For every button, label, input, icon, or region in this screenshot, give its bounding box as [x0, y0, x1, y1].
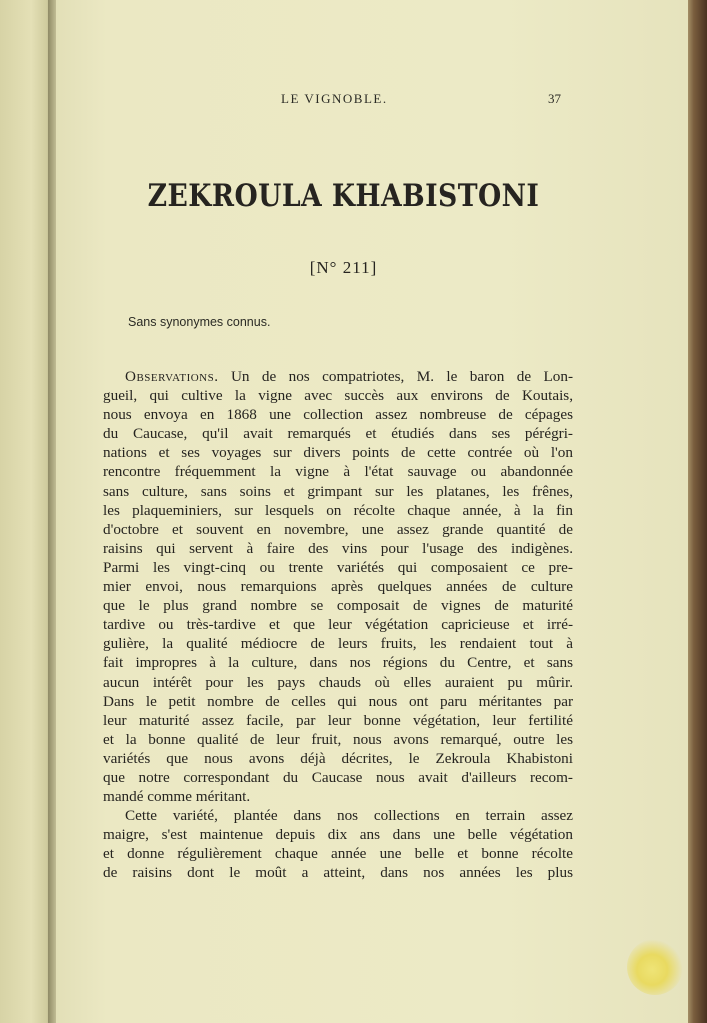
variety-number: [N° 211]: [309, 258, 378, 277]
text-line: du Caucase, qu'il avait remarqués et étudiés dans ses pérégri-: [103, 425, 573, 443]
body-text: [103, 367, 573, 883]
text-line: aucun intérêt pour les pays chauds où elles auraient pu mûrir.: [103, 673, 573, 691]
running-head: LE VIGNOBLE.: [281, 91, 388, 106]
text-line: sans culture, sans soins et grimpant sur les platanes, les frênes,: [103, 482, 573, 500]
text-line: leur maturité assez facile, par leur bonne végétation, leur fertilité: [103, 711, 573, 729]
book-cover-edge: [685, 0, 707, 1023]
text-line: et donne régulièrement chaque année une belle et bonne récolte: [103, 845, 573, 863]
text-line: gulière, la qualité médiocre de leurs fruits, les rendaient tout à: [103, 635, 573, 653]
observations-lead: Observations.: [125, 368, 219, 385]
text-line: gueil, qui cultive la vigne avec succès aux environs de Koutais,: [103, 387, 573, 405]
page-title: ZEKROULA KHABISTONI: [147, 178, 540, 214]
page-number: 37: [548, 91, 561, 106]
text-line: de raisins dont le moût a atteint, dans nos années les plus: [103, 864, 573, 882]
left-page-edge: [0, 0, 52, 1023]
text-line: rencontre fréquemment la vigne à l'état sauvage ou abandonnée: [103, 463, 573, 481]
text-line: les plaqueminiers, sur lesquels on récolte chaque année, à la fin: [103, 501, 573, 519]
text-line: nations et ses voyages sur divers points de cette contrée où l'on: [103, 444, 573, 462]
text-line: mandé comme méritant.: [103, 788, 251, 806]
text-line: fait impropres à la culture, dans nos régions du Centre, et sans: [103, 654, 573, 672]
text-line: nous envoya en 1868 une collection assez nombreuse de cépages: [103, 406, 573, 424]
text-line: variétés que nous avons déjà décrites, le Zekroula Khabistoni: [103, 749, 573, 767]
text-line: Dans le petit nombre de celles qui nous ont paru méritantes par: [103, 692, 573, 710]
text-line: mier envoi, nous remarquions après quelques années de culture: [103, 578, 573, 596]
synonyms-note: Sans synonymes connus.: [128, 315, 271, 329]
text-line: d'octobre et souvent en novembre, une assez grande quantité de: [103, 520, 573, 538]
book-page: [56, 0, 688, 1023]
text-line: que notre correspondant du Caucase nous avait d'ailleurs recom-: [103, 768, 573, 786]
text-line: raisins qui servent à faire des vins pour l'usage des indigènes.: [103, 539, 573, 557]
text-line: que le plus grand nombre se composait de vignes de maturité: [103, 597, 573, 615]
text-line: Cette variété, plantée dans nos collections en terrain assez: [125, 807, 573, 825]
text-line: tardive ou très-tardive et que leur végétation capricieuse et irré-: [103, 616, 573, 634]
text-line: et la bonne qualité de leur fruit, nous avons remarqué, outre les: [103, 730, 573, 748]
text-line: Observations. Un de nos compatriotes, M. le baron de Lon-: [125, 368, 573, 385]
watermark-stamp: [627, 939, 683, 995]
text-line: Parmi les vingt-cinq ou trente variétés qui composaient ce pre-: [103, 558, 573, 576]
text-line: maigre, s'est maintenue depuis dix ans dans une belle végétation: [103, 826, 573, 844]
